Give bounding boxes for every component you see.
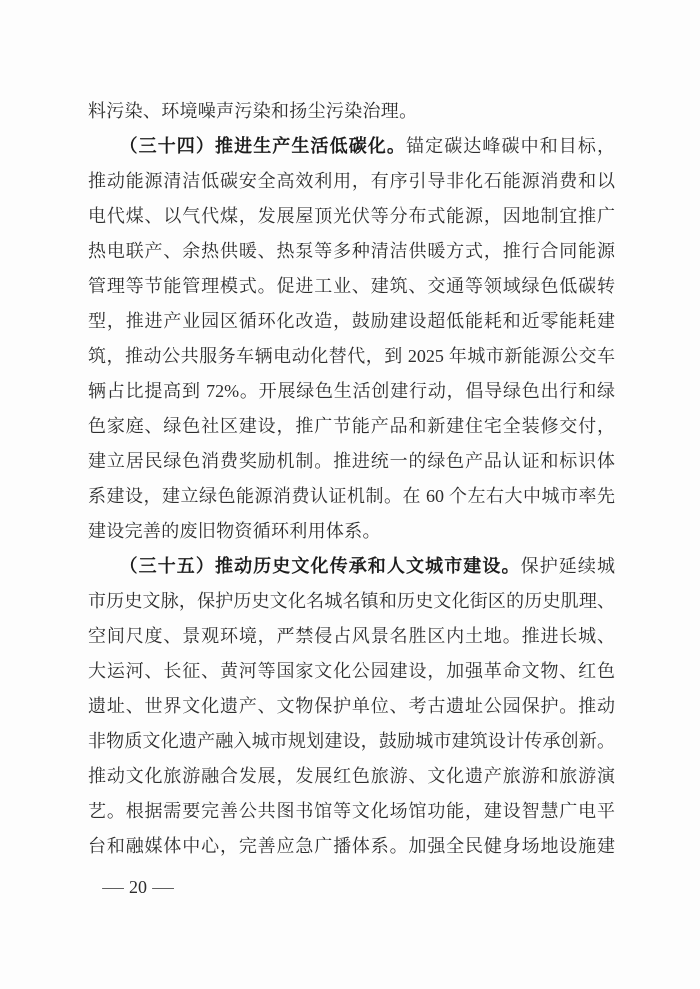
paragraph-text: 电代煤、以气代煤，发展屋顶光伏等分布式能源，因地制宜推广	[88, 206, 615, 226]
paragraph-text: 保护延续城	[520, 556, 616, 576]
paragraph-text: 管理等节能管理模式。促进工业、建筑、交通等领域绿色低碳转	[88, 276, 615, 296]
text-line	[88, 584, 615, 619]
text-line	[88, 549, 615, 584]
footer-right-dash: —	[152, 877, 174, 897]
text-line	[88, 269, 615, 304]
paragraph-text: 非物质文化遗产融入城市规划建设，鼓励城市建筑设计传承创新。	[88, 731, 615, 751]
paragraph-text: 建设完善的废旧物资循环利用体系。	[88, 521, 381, 541]
paragraph-text: 空间尺度、景观环境，严禁侵占风景名胜区内土地。推进长城、	[88, 626, 615, 646]
paragraph-text: 遗址、世界文化遗产、文物保护单位、考古遗址公园保护。推动	[88, 696, 615, 716]
text-line	[88, 759, 615, 794]
paragraph-heading-text: （三十四）推进生产生活低碳化。	[119, 136, 406, 156]
paragraph-text: 热电联产、余热供暖、热泵等多种清洁供暖方式，推行合同能源	[88, 241, 615, 261]
text-line	[88, 444, 615, 479]
text-line	[88, 304, 615, 339]
text-line	[88, 199, 615, 234]
page-footer	[97, 872, 179, 902]
paragraph-heading-text: （三十五）推动历史文化传承和人文城市建设。	[119, 556, 521, 576]
text-line	[88, 234, 615, 269]
text-line	[88, 794, 615, 829]
footer-left-dash: —	[102, 877, 124, 897]
text-line	[88, 724, 615, 759]
document-body	[88, 94, 615, 864]
paragraph-text: 系建设，建立绿色能源消费认证机制。在 60 个左右大中城市率先	[88, 486, 615, 506]
paragraph-text: 市历史文脉，保护历史文化名城名镇和历史文化街区的历史肌理、	[88, 591, 615, 611]
paragraph-text: 色家庭、绿色社区建设，推广节能产品和新建住宅全装修交付，	[88, 416, 615, 436]
paragraph-text: 料污染、环境噪声污染和扬尘污染治理。	[88, 101, 418, 121]
paragraph-text: 筑，推动公共服务车辆电动化替代，到 2025 年城市新能源公交车	[88, 346, 615, 366]
text-line	[88, 374, 615, 409]
text-line	[88, 829, 615, 864]
text-line	[88, 619, 615, 654]
paragraph-text: 艺。根据需要完善公共图书馆等文化场馆功能，建设智慧广电平	[88, 801, 615, 821]
paragraph-text: 大运河、长征、黄河等国家文化公园建设，加强革命文物、红色	[88, 661, 615, 681]
paragraph-text: 推动文化旅游融合发展，发展红色旅游、文化遗产旅游和旅游演	[88, 766, 615, 786]
page-number: 20	[129, 877, 147, 897]
paragraph-text: 辆占比提高到 72%。开展绿色生活创建行动，倡导绿色出行和绿	[88, 381, 615, 401]
text-line	[88, 129, 615, 164]
paragraph-text: 建立居民绿色消费奖励机制。推进统一的绿色产品认证和标识体	[88, 451, 615, 471]
paragraph-text: 型，推进产业园区循环化改造，鼓励建设超低能耗和近零能耗建	[88, 311, 615, 331]
text-line	[88, 164, 615, 199]
text-line	[88, 689, 615, 724]
text-line	[88, 514, 615, 549]
text-line	[88, 654, 615, 689]
paragraph-text: 台和融媒体中心，完善应急广播体系。加强全民健身场地设施建	[88, 836, 615, 856]
text-line	[88, 479, 615, 514]
paragraph-text: 锚定碳达峰碳中和目标，	[406, 136, 615, 156]
text-line	[88, 94, 615, 129]
paragraph-text: 推动能源清洁低碳安全高效利用，有序引导非化石能源消费和以	[88, 171, 615, 191]
text-line	[88, 409, 615, 444]
text-line	[88, 339, 615, 374]
